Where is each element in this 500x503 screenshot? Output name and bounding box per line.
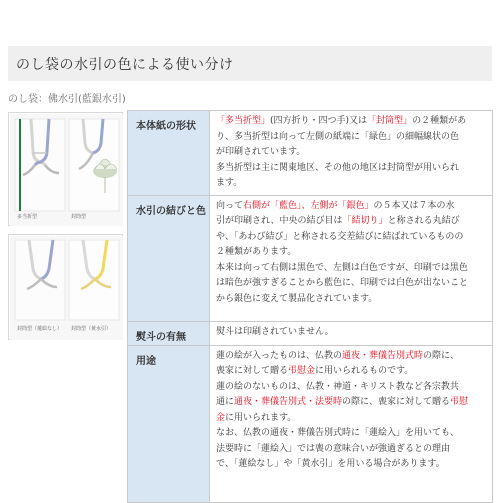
body-text: (四方折り・四つ手)又は [270, 116, 368, 126]
emphasis-text: 弔慰 [450, 397, 469, 407]
text-line [216, 349, 486, 365]
body-text: で、「蓮絵なし」や「黄水引」を用いる場合があります。 [216, 459, 445, 469]
text-line [216, 411, 486, 427]
row-key: 水引の結びと色 [128, 195, 210, 321]
text-line [216, 145, 486, 161]
table-row [128, 111, 493, 196]
body-text: が印刷されています。 [216, 147, 306, 157]
row-key: 熨斗の有無 [128, 321, 210, 345]
text-line [216, 176, 486, 192]
section-header [8, 46, 492, 81]
body-text: に用いられるものです。 [315, 366, 414, 376]
emphasis-text: 通夜・葬儀告別式時 [342, 350, 424, 361]
body-text: や、「あわび結び」と称される交差結びに結ばれているものの [216, 231, 464, 242]
text-line [216, 245, 486, 261]
body-text: ２種類があります。 [216, 247, 297, 257]
envelope-photo-top-image [9, 113, 124, 227]
text-line [216, 230, 486, 246]
body-text: 蓮の絵のないものは、仏教・神道・キリスト教など各宗教共 [216, 381, 459, 392]
tato-envelope-shape [15, 119, 65, 211]
caption-no-lotus: 封筒型（蓮絵なし） [17, 326, 63, 332]
text-line [216, 261, 486, 277]
text-line [216, 442, 486, 458]
body-text: 引が印刷され、中央の結び目は [216, 216, 343, 226]
emphasis-text: 弔慰金 [288, 366, 316, 376]
body-text: 法要時に「蓮絵入」では喪の意味合いが強過ぎるとの理由 [216, 443, 451, 454]
emphasis-text: 「封筒型」 [367, 116, 413, 126]
body-text: 向って [216, 200, 244, 211]
row-key: 本体紙の形状 [128, 111, 210, 196]
photo-envelopes-top [8, 112, 123, 226]
text-line [216, 130, 486, 146]
emphasis-text: 金 [216, 412, 226, 423]
text-line [216, 325, 486, 341]
body-text: 多当折型は主に関東地区、その他の地区は封筒型が用いられ [216, 162, 460, 173]
text-line [216, 214, 486, 230]
row-value [210, 345, 493, 502]
text-line [216, 364, 486, 380]
body-text: なお、仏教の通夜・葬儀告別式時に「蓮絵入」を用いても、 [216, 428, 460, 438]
body-text: 蓮の絵が入ったものは、仏教の [216, 350, 343, 361]
text-line [216, 380, 486, 396]
caption-yellow-mizuhiki: 封筒型（黄水引） [71, 326, 112, 332]
caption-futo: 封筒型 [71, 214, 87, 220]
text-line [216, 199, 486, 215]
body-text: の際に、喪家に対して贈る [342, 397, 451, 407]
body-text: 熨斗は印刷されていません。 [216, 326, 334, 337]
body-text: 喪家に対して贈る [216, 366, 289, 376]
text-line [216, 457, 486, 473]
text-line [216, 161, 486, 177]
text-line [216, 292, 486, 308]
text-line [216, 426, 486, 442]
table-row [128, 195, 493, 321]
body-text: 通に [216, 397, 235, 407]
photo-envelopes-bottom [8, 234, 123, 340]
emphasis-text: 右側が「藍色」、左側が「銀色」 [243, 200, 374, 211]
text-line [216, 395, 486, 411]
emphasis-text: 通夜・葬儀告別式・法要時 [234, 397, 343, 407]
body-text: と称される丸結び [387, 216, 460, 226]
body-text: の５本又は７本の水 [373, 200, 455, 211]
body-text: に用いられます。 [225, 412, 297, 423]
body-text: 本来は向って右側は黒色で、左側は白色ですが、印刷では黒色 [216, 262, 468, 273]
body-text: の際に、 [423, 350, 460, 361]
page-title: のし袋の水引の色による使い分け [16, 56, 234, 73]
row-value [210, 321, 493, 345]
row-key: 用途 [128, 345, 210, 502]
info-table [127, 110, 493, 503]
table-row [128, 345, 493, 502]
text-line [216, 276, 486, 292]
green-edge-line [19, 119, 21, 211]
body-text: は暗色が強すぎることから藍色に、印刷では白色が出ないこと [216, 278, 469, 288]
table-row [128, 321, 493, 345]
body-text: から銀色に変えて製品化されています。 [216, 293, 378, 304]
emphasis-text: 「結切り」 [342, 216, 388, 226]
row-value [210, 111, 493, 196]
caption-tato-ori: 多当折型 [17, 214, 38, 220]
body-text: の２種類があ [412, 116, 467, 126]
emphasis-text: 「多当折型」 [216, 116, 271, 126]
product-subtitle: のし袋：佛水引(藍銀水引) [8, 94, 126, 105]
body-text: ます。 [216, 178, 243, 188]
body-text: り、多当折型は向って左側の紙端に「緑色」の細幅線状の色 [216, 131, 460, 142]
row-value [210, 195, 493, 321]
text-line [216, 114, 486, 130]
